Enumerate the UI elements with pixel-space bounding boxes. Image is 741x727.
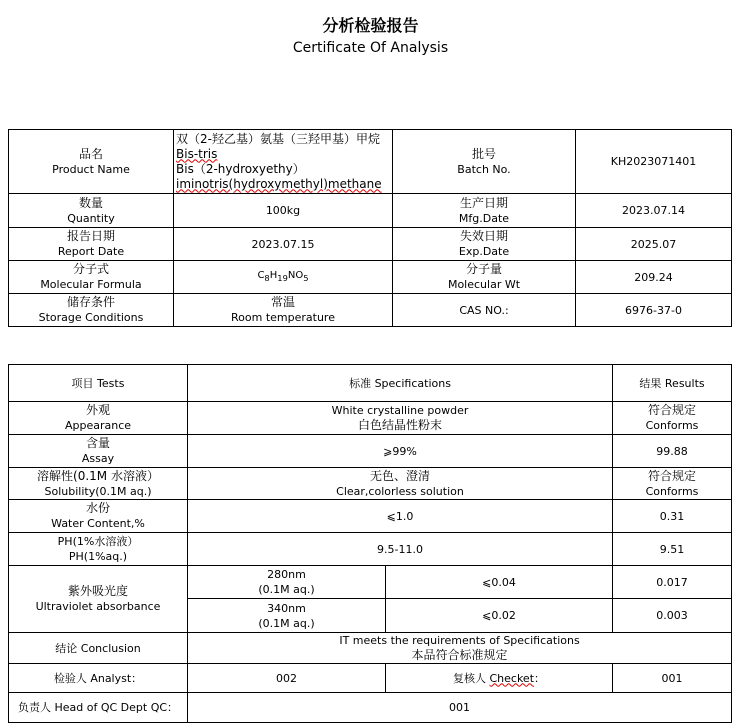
table-cell: 0.31 <box>613 500 732 533</box>
signature-row <box>9 664 732 693</box>
cas-label: CAS NO.: <box>393 294 576 327</box>
table-cell: 9.51 <box>613 533 732 566</box>
cell-text: ： <box>534 671 546 685</box>
cell-text: Molecular Formula <box>40 278 142 291</box>
table-cell <box>9 402 188 435</box>
cell-text: 外观 <box>85 403 110 417</box>
table-cell: 99.88 <box>613 435 732 468</box>
title-cn: 分析检验报告 <box>322 16 419 35</box>
table-cell <box>9 533 188 566</box>
table-cell <box>9 435 188 468</box>
cell-text: 8 <box>264 273 270 283</box>
cell-text: 双（2-羟乙基）氨基（三羟甲基）甲烷 <box>176 131 380 146</box>
header-tests: 项目 Tests <box>9 365 188 402</box>
cell-text: Bis-tris <box>176 146 218 161</box>
cell-text: Molecular Wt <box>447 278 521 291</box>
table-row <box>9 566 732 599</box>
cell-text: 批号 <box>471 146 496 161</box>
cell-text: 生产日期 <box>459 195 508 210</box>
header-spec: 标准 Specifications <box>188 365 613 402</box>
cell-text: IT meets the requirements of Specifications <box>339 634 580 647</box>
cell-text: 储存条件 <box>66 295 115 309</box>
head-value: 001 <box>188 693 732 723</box>
conclusion-row <box>9 633 732 664</box>
cell-text: 分子式 <box>72 262 109 276</box>
table-cell <box>9 468 188 500</box>
cell-text: 19 <box>277 273 288 283</box>
cell-text: 复核人 <box>452 671 490 685</box>
table-cell <box>188 402 613 435</box>
cell-text: Exp.Date <box>458 245 510 258</box>
cell-text: 失效日期 <box>459 229 508 243</box>
table-cell <box>9 500 188 533</box>
table-cell: 9.5-11.0 <box>188 533 613 566</box>
cell-text: Appearance <box>64 419 132 432</box>
table-row <box>9 402 732 435</box>
cell-text: 280nm <box>267 568 306 581</box>
cell-text: PH(1%水溶液） <box>57 535 139 548</box>
cell-text: Quantity <box>67 211 115 225</box>
tests-table <box>8 364 732 723</box>
storage-label <box>9 294 174 327</box>
cell-text: NO <box>287 270 304 281</box>
table-cell: 0.003 <box>613 599 732 633</box>
cell-text: (0.1M aq.) <box>258 616 315 630</box>
cell-text: 数量 <box>78 195 103 210</box>
table-cell: ⩽0.04 <box>386 566 613 599</box>
title-en: Certificate Of Analysis <box>292 40 449 56</box>
cas-value: 6976-37-0 <box>576 294 732 327</box>
report-date-value: 2023.07.15 <box>174 228 393 261</box>
table-cell: ⩾99% <box>188 435 613 468</box>
cell-text: (0.1M aq.) <box>258 583 315 596</box>
cell-text: H <box>269 270 278 281</box>
table-cell <box>613 468 732 500</box>
table-cell: ⩽0.02 <box>386 599 613 633</box>
exp-date-label <box>393 228 576 261</box>
cell-text: Batch No. <box>457 162 511 176</box>
cell-text: Conforms <box>645 484 699 498</box>
mol-wt-value: 209.24 <box>576 261 732 294</box>
table-row <box>9 468 732 500</box>
cell-text: Room temperature <box>231 311 335 324</box>
cell-text: Report Date <box>57 245 125 258</box>
table-cell <box>613 402 732 435</box>
product-info-table <box>8 129 732 327</box>
checker-label <box>386 664 613 693</box>
cell-text: Bis（2-hydroxyethy） <box>176 161 305 176</box>
table-cell: 结论 Conclusion <box>9 633 188 664</box>
header-results: 结果 Results <box>613 365 732 402</box>
cell-text: 溶解性(0.1M 水溶液） <box>37 468 159 483</box>
cell-text: 本品符合标准规定 <box>411 648 508 662</box>
cell-text: Mfg.Date <box>458 211 510 225</box>
table-cell <box>9 566 188 633</box>
mfg-date-label <box>393 194 576 228</box>
table-cell <box>188 566 386 599</box>
mol-wt-label <box>393 261 576 294</box>
analyst-label: 检验人 Analyst： <box>9 664 188 693</box>
cell-text: 符合规定 <box>648 403 697 417</box>
storage-value <box>174 294 393 327</box>
cell-text: C <box>257 270 265 281</box>
table-row <box>9 533 732 566</box>
cell-text: 分子量 <box>465 262 502 276</box>
cell-text: PH(1%aq.) <box>68 550 128 563</box>
product-name-value <box>174 130 393 194</box>
cell-text: Assay <box>81 452 115 465</box>
batch-no-label <box>393 130 576 194</box>
table-row <box>9 435 732 468</box>
table-row <box>9 500 732 533</box>
product-name-label <box>9 130 174 194</box>
cell-text: 符合规定 <box>648 468 697 483</box>
cell-text: Water Content,% <box>51 517 145 530</box>
cell-text: 品名 <box>78 146 103 161</box>
formula-value <box>174 261 393 294</box>
formula-label <box>9 261 174 294</box>
table-cell: 0.017 <box>613 566 732 599</box>
table-cell <box>188 633 732 664</box>
report-date-label <box>9 228 174 261</box>
cell-text: Product Name <box>52 162 130 176</box>
batch-no-value: KH2023071401 <box>576 130 732 194</box>
quantity-value: 100kg <box>174 194 393 228</box>
cell-text: Solubility(0.1M aq.) <box>44 484 152 498</box>
cell-text: 340nm <box>267 601 306 615</box>
cell-text: White crystalline powder <box>331 404 469 417</box>
cell-text: Clear,colorless solution <box>336 484 464 498</box>
head-row <box>9 693 732 723</box>
cell-text: 5 <box>303 273 309 283</box>
quantity-label <box>9 194 174 228</box>
table-cell <box>188 468 613 500</box>
table-cell <box>188 599 386 633</box>
table-cell: ⩽1.0 <box>188 500 613 533</box>
cell-text: 常温 <box>270 295 295 309</box>
mfg-date-value: 2023.07.14 <box>576 194 732 228</box>
analyst-value: 002 <box>188 664 386 693</box>
cell-text: 无色、澄清 <box>370 468 431 483</box>
cell-text: 水份 <box>85 501 110 515</box>
cell-text: Storage Conditions <box>38 311 144 324</box>
head-label: 负责人 Head of QC Dept QC： <box>9 693 188 723</box>
checker-value: 001 <box>613 664 732 693</box>
cell-text: Checket <box>489 671 535 685</box>
cell-text: 紫外吸光度 <box>67 584 128 598</box>
cell-text: Ultraviolet absorbance <box>35 600 161 613</box>
cell-text: iminotris(hydroxymethyl)methane <box>176 176 382 191</box>
cell-text: 含量 <box>85 436 110 450</box>
exp-date-value: 2025.07 <box>576 228 732 261</box>
cell-text: 白色结晶性粉末 <box>358 418 443 432</box>
cell-text: 报告日期 <box>66 229 115 243</box>
cell-text: Conforms <box>645 419 699 432</box>
